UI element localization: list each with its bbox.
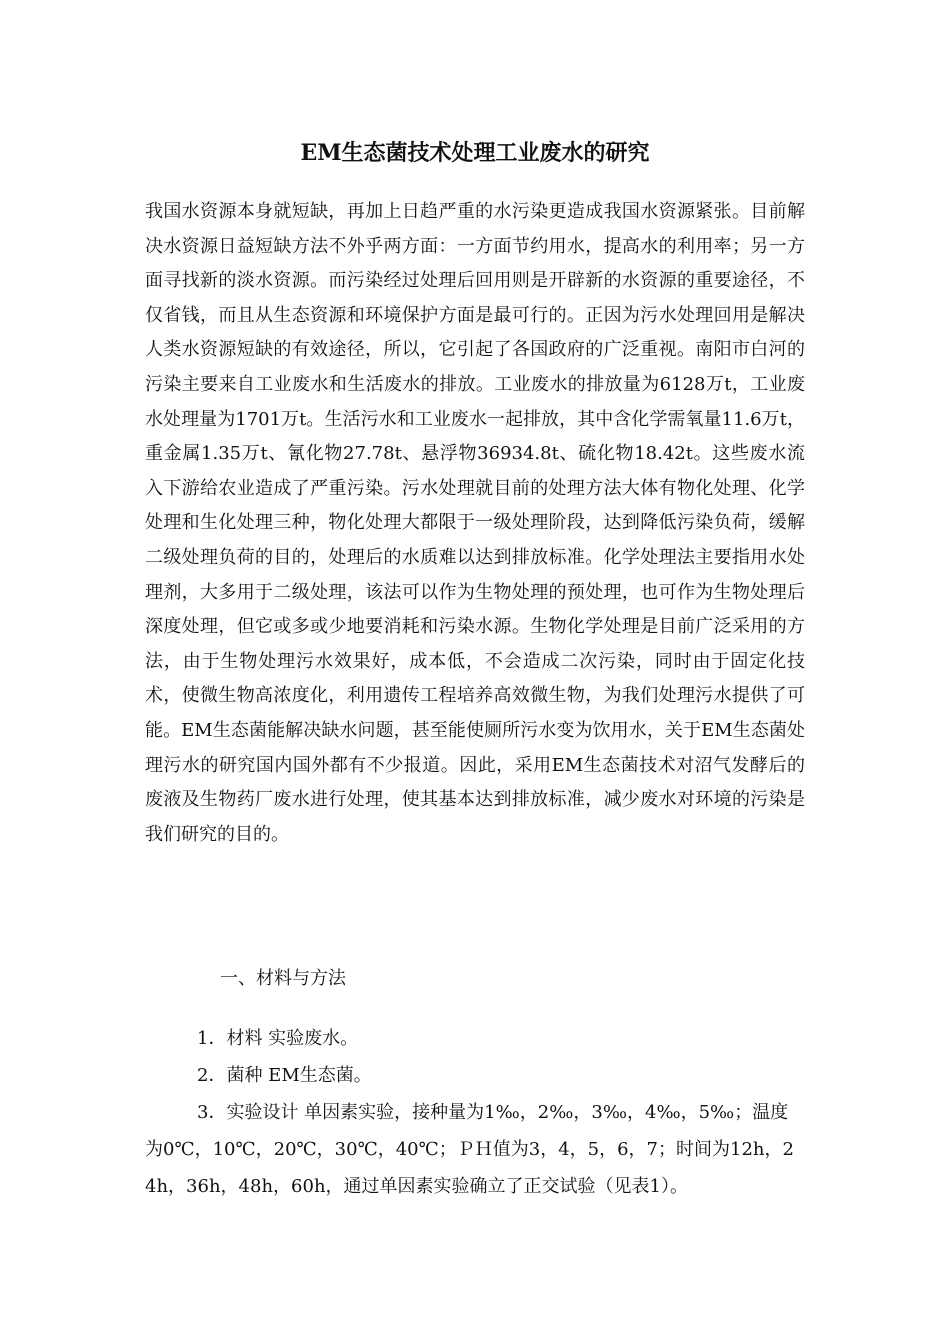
list-item-materials: 1．材料 实验废水。 — [197, 1028, 359, 1049]
document-title: EM生态菌技术处理工业废水的研究 — [300, 140, 650, 166]
list-item-experiment-design: 3．实验设计 单因素实验，接种量为1‰，2‰，3‰，4‰，5‰；温度为0℃，10℃，20℃，30℃，40℃；ＰＨ值为3，4，5，6，7；时间为12h，24h，36h，48h，60h，通过单因素实验确立了正交试验（见表1）。 — [145, 1102, 794, 1197]
intro-paragraph: 我国水资源本身就短缺，再加上日趋严重的水污染更造成我国水资源紧张。目前解决水资源日益短缺方法不外乎两方面：一方面节约用水，提高水的利用率；另一方面寻找新的淡水资源。而污染经过处理后回用则是开辟新的水资源的重要途径，不仅省钱，而且从生态资源和环境保护方面是最可行的。正因为污水处理回用是解决人类水资源短缺的有效途径，所以，它引起了各国政府的广泛重视。南阳市白河的污染主要来自工业废水和生活废水的排放。工业废水的排放量为6128万t，工业废水处理量为1701万t。生活污水和工业废水一起排放，其中含化学需氧量11.6万t，重金属1.35万t、氰化物27.78t、悬浮物36934.8t、硫化物18.42t。这些废水流入下游给农业造成了严重污染。污水处理就目前的处理方法大体有物化处理、化学处理和生化处理三种，物化处理大都限于一级处理阶段，达到降低污染负荷，缓解二级处理负荷的目的，处理后的水质难以达到排放标准。化学处理法主要指用水处理剂，大多用于二级处理，该法可以作为生物处理的预处理，也可作为生物处理后深度处理，但它或多或少地要消耗和污染水源。生物化学处理是目前广泛采用的方法，由于生物处理污水效果好，成本低，不会造成二次污染，同时由于固定化技术，使微生物高浓度化，利用遗传工程培养高效微生物，为我们处理污水提供了可能。EM生态菌能解决缺水问题，甚至能使厕所污水变为饮用水，关于EM生态菌处理污水的研究国内国外都有不少报道。因此，采用EM生态菌技术对沼气发酵后的废液及生物药厂废水进行处理，使其基本达到排放标准，减少废水对环境的污染是我们研究的目的。 — [145, 201, 805, 845]
section-heading-materials-methods: 一、材料与方法 — [220, 968, 346, 989]
list-item-strain: 2．菌种 EM生态菌。 — [197, 1065, 372, 1086]
